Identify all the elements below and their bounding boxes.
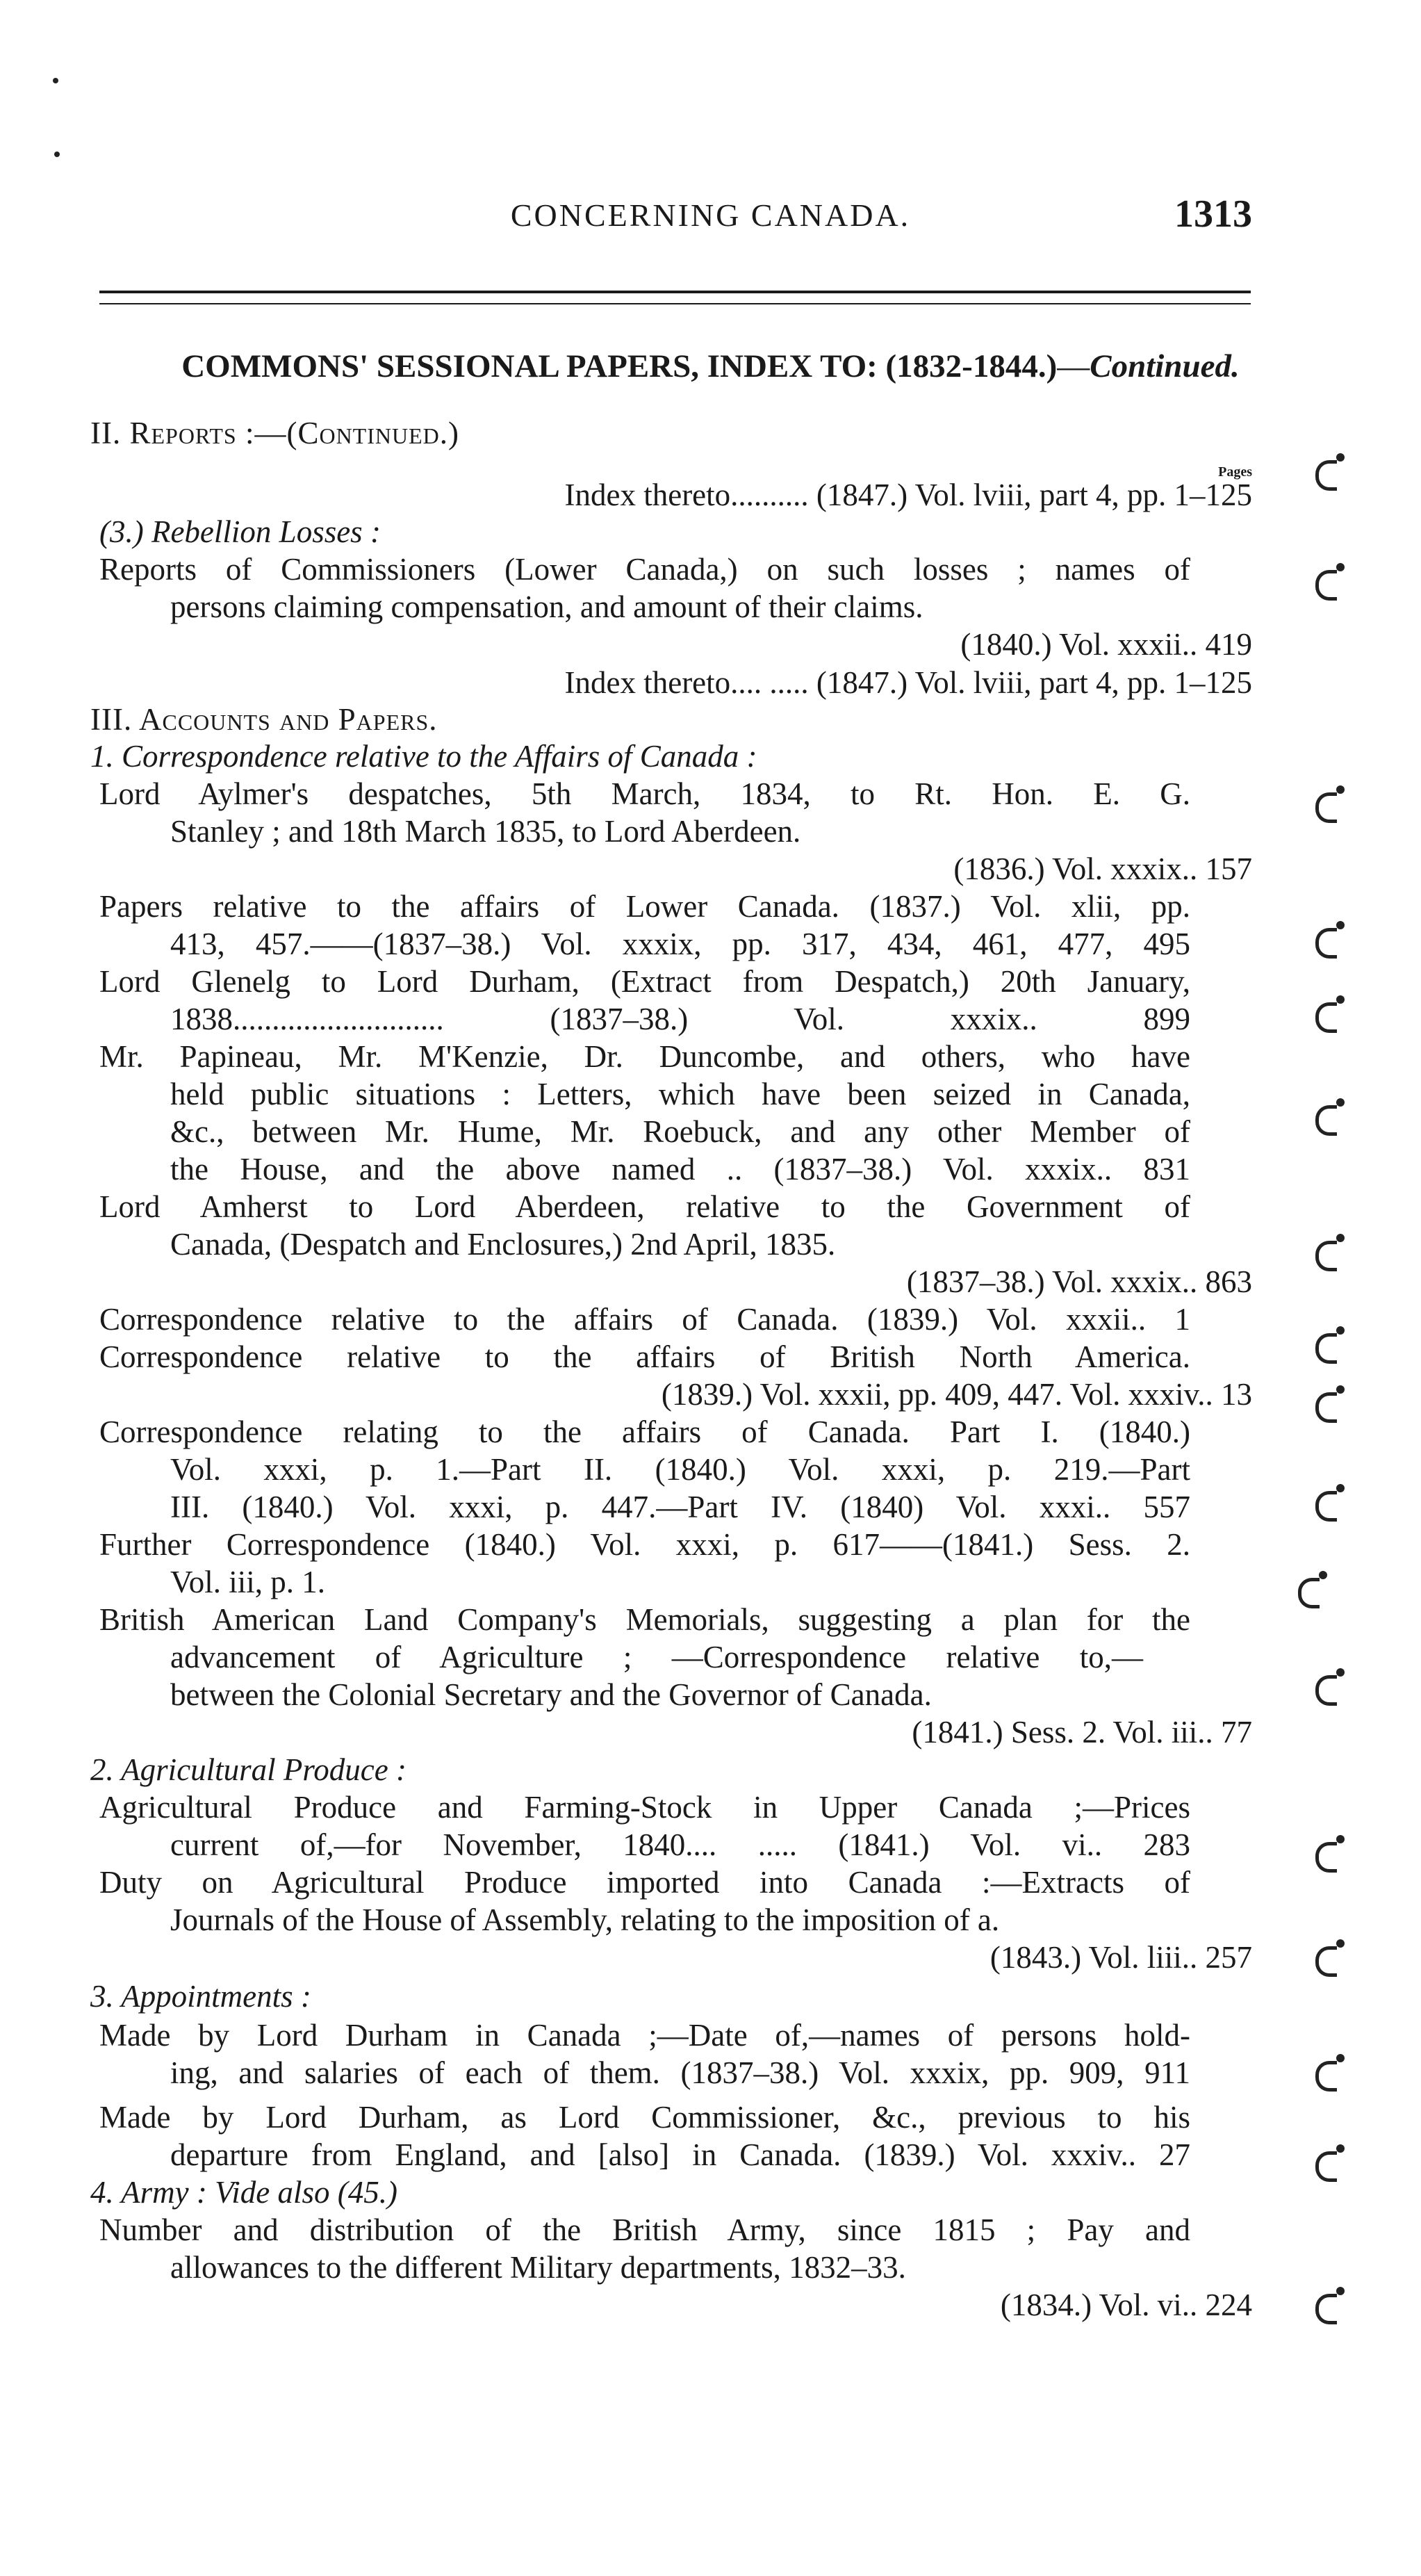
entry-reference: (1843.) Vol. liii.. 257	[989, 1940, 1252, 1975]
entry-line: Vol. iii, p. 1.	[170, 1565, 325, 1599]
entry-line: Reports of Commissioners (Lower Canada,) on such losses ; names of	[99, 552, 1190, 587]
entry-line: III. (1840.) Vol. xxxi, p. 447.—Part IV. (1840) Vol. xxxi.. 557	[170, 1490, 1190, 1524]
entry-line: Duty on Agricultural Produce imported into Canada :—Extracts of	[99, 1865, 1190, 1900]
entry-line: 1838........................... (1837–38.) Vol. xxxix.. 899	[170, 1002, 1190, 1036]
entry-reference: (1839.) Vol. xxxii, pp. 409, 447. Vol. xxxiv.. 13	[661, 1377, 1252, 1412]
entry-line: between the Colonial Secretary and the Governor of Canada.	[170, 1677, 932, 1712]
entry-line: the House, and the above named .. (1837–38.) Vol. xxxix.. 831	[170, 1152, 1190, 1187]
margin-check-mark	[1315, 1668, 1350, 1703]
header-rule-thick	[99, 291, 1251, 293]
index-title-continued: Continued.	[1090, 348, 1240, 384]
index-title	[0, 348, 1421, 385]
header-rule-thin	[99, 303, 1251, 304]
margin-check-mark	[1315, 453, 1350, 488]
entry-line: departure from England, and [also] in Canada. (1839.) Vol. xxxiv.. 27	[170, 2137, 1190, 2172]
entry-reference: (1834.) Vol. vi.. 224	[1000, 2288, 1252, 2322]
entry-reference: (1837–38.) Vol. xxxix.. 863	[906, 1264, 1252, 1299]
entry-line: Correspondence relating to the affairs of Canada. Part I. (1840.)	[99, 1415, 1190, 1449]
pages-column-label: Pages	[1218, 464, 1252, 480]
entry-reference: (1836.) Vol. xxxix.. 157	[953, 851, 1252, 886]
entry-reference: (1840.) Vol. xxxii.. 419	[960, 627, 1252, 662]
margin-check-mark	[1315, 1484, 1350, 1519]
entry-line: Correspondence relative to the affairs of Canada. (1839.) Vol. xxxii.. 1	[99, 1302, 1190, 1337]
entry-line: Lord Aylmer's despatches, 5th March, 1834, to Rt. Hon. E. G.	[99, 776, 1190, 811]
index-entry: Index thereto.... ..... (1847.) Vol. lviii, part 4, pp. 1–125	[564, 665, 1252, 700]
margin-check-mark	[1315, 1326, 1350, 1361]
entry-line: Stanley ; and 18th March 1835, to Lord Aberdeen.	[170, 814, 801, 849]
index-title-main: COMMONS' SESSIONAL PAPERS, INDEX TO: (1832-1844.)	[181, 348, 1058, 384]
margin-check-mark	[1315, 921, 1350, 956]
index-entry: Index thereto.......... (1847.) Vol. lviii, part 4, pp. 1–125	[564, 478, 1252, 512]
entry-line: Journals of the House of Assembly, relating to the imposition of a.	[170, 1902, 1000, 1937]
entry-line: Correspondence relative to the affairs of British North America.	[99, 1339, 1190, 1374]
subsection-heading: 4. Army : Vide also (45.)	[90, 2175, 398, 2210]
entry-reference: (1841.) Sess. 2. Vol. iii.. 77	[912, 1715, 1252, 1750]
entry-line: persons claiming compensation, and amount of their claims.	[170, 589, 923, 624]
subsection-heading: (3.) Rebellion Losses :	[99, 514, 381, 549]
subsection-heading: 3. Appointments :	[90, 1979, 311, 2014]
page-number: 1313	[1174, 193, 1252, 236]
entry-line: Number and distribution of the British Army, since 1815 ; Pay and	[99, 2212, 1190, 2247]
subsection-heading: 1. Correspondence relative to the Affairs of Canada :	[90, 739, 757, 774]
margin-check-mark	[1315, 785, 1350, 820]
entry-line: Mr. Papineau, Mr. M'Kenzie, Dr. Duncombe, and others, who have	[99, 1039, 1190, 1074]
entry-line: Canada, (Despatch and Enclosures,) 2nd April, 1835.	[170, 1227, 836, 1262]
entry-line: Papers relative to the affairs of Lower Canada. (1837.) Vol. xlii, pp.	[99, 889, 1190, 924]
entry-line: current of,—for November, 1840.... ..... (1841.) Vol. vi.. 283	[170, 1827, 1190, 1862]
entry-line: 413, 457.——(1837–38.) Vol. xxxix, pp. 317, 434, 461, 477, 495	[170, 927, 1190, 961]
em-dash: —	[1057, 348, 1090, 384]
margin-check-mark	[1315, 563, 1350, 598]
entry-line: Made by Lord Durham, as Lord Commissioner, &c., previous to his	[99, 2100, 1190, 2135]
running-head: CONCERNING CANADA.	[510, 197, 911, 233]
entry-line: Lord Glenelg to Lord Durham, (Extract from Despatch,) 20th January,	[99, 964, 1190, 999]
margin-check-mark	[1315, 1234, 1350, 1269]
margin-speck	[53, 78, 58, 83]
entry-line: Vol. xxxi, p. 1.—Part II. (1840.) Vol. xxxi, p. 219.—Part	[170, 1452, 1190, 1487]
margin-check-mark	[1315, 1835, 1350, 1870]
entry-line: advancement of Agriculture ; —Correspondence relative to,—	[170, 1640, 1143, 1674]
margin-check-mark	[1315, 2054, 1350, 2089]
entry-line: Lord Amherst to Lord Aberdeen, relative to the Government of	[99, 1189, 1190, 1224]
entry-line: Further Correspondence (1840.) Vol. xxxi, p. 617——(1841.) Sess. 2.	[99, 1527, 1190, 1562]
entry-line: held public situations : Letters, which have been seized in Canada,	[170, 1077, 1190, 1111]
margin-check-mark	[1315, 2144, 1350, 2179]
margin-check-mark	[1315, 1939, 1350, 1974]
margin-check-mark	[1315, 2287, 1350, 2322]
entry-line: Agricultural Produce and Farming-Stock in Upper Canada ;—Prices	[99, 1790, 1190, 1825]
entry-line: ing, and salaries of each of them. (1837–38.) Vol. xxxix, pp. 909, 911	[170, 2055, 1190, 2090]
margin-check-mark	[1315, 1385, 1350, 1420]
section-heading: II. Reports :—(Continued.)	[90, 416, 459, 450]
entry-line: British American Land Company's Memorials, suggesting a plan for the	[99, 1602, 1190, 1637]
entry-line: &c., between Mr. Hume, Mr. Roebuck, and any other Member of	[170, 1114, 1190, 1149]
entry-line: allowances to the different Military departments, 1832–33.	[170, 2250, 906, 2285]
entry-line: Made by Lord Durham in Canada ;—Date of,—names of persons hold-	[99, 2018, 1190, 2053]
margin-check-mark	[1298, 1571, 1333, 1606]
margin-check-mark	[1315, 995, 1350, 1030]
section-heading: III. Accounts and Papers.	[90, 702, 438, 737]
margin-speck	[54, 152, 60, 157]
subsection-heading: 2. Agricultural Produce :	[90, 1752, 406, 1787]
margin-check-mark	[1315, 1098, 1350, 1133]
